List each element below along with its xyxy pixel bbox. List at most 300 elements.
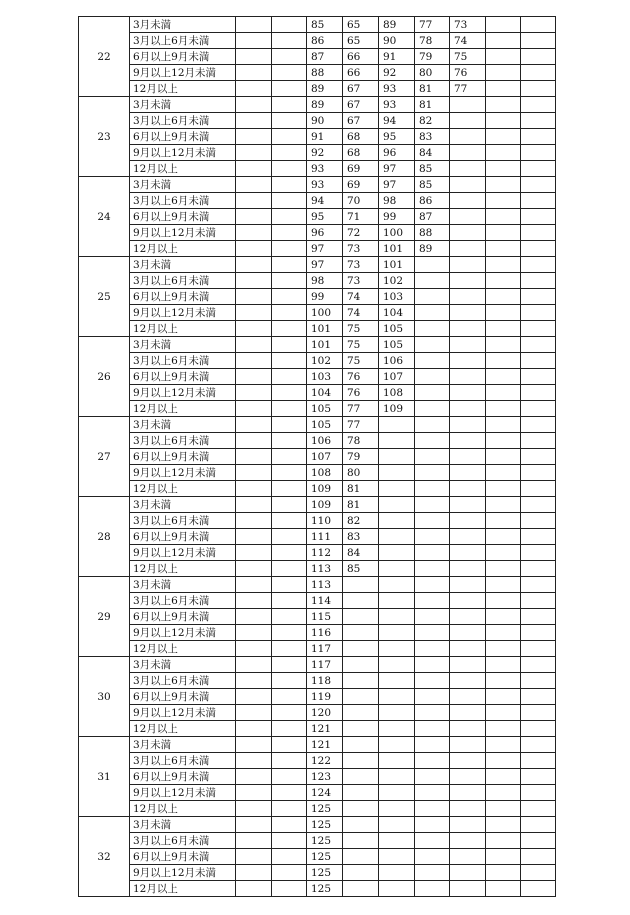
group-label-cell: 24 — [79, 177, 130, 257]
value-cell: 84 — [415, 145, 450, 161]
value-cell — [450, 673, 486, 689]
value-cell — [236, 689, 272, 705]
value-cell — [450, 769, 486, 785]
value-cell — [521, 65, 556, 81]
value-cell — [521, 865, 556, 881]
value-cell — [379, 433, 415, 449]
value-cell: 84 — [343, 545, 379, 561]
value-cell — [272, 17, 307, 33]
value-cell — [450, 737, 486, 753]
value-cell — [521, 801, 556, 817]
value-cell — [236, 145, 272, 161]
value-cell — [379, 737, 415, 753]
value-cell — [415, 545, 450, 561]
period-label-cell: 6月以上9月未満 — [130, 689, 236, 705]
value-cell — [450, 337, 486, 353]
period-label-cell: 3月未満 — [130, 257, 236, 273]
value-cell — [486, 529, 521, 545]
value-cell: 77 — [415, 17, 450, 33]
value-cell — [521, 721, 556, 737]
value-cell: 89 — [307, 81, 343, 97]
table-row — [79, 33, 556, 49]
value-cell — [521, 785, 556, 801]
value-cell — [415, 673, 450, 689]
value-cell — [272, 465, 307, 481]
table-row — [79, 689, 556, 705]
value-cell — [450, 529, 486, 545]
table-row — [79, 209, 556, 225]
value-cell — [450, 593, 486, 609]
period-label-cell: 9月以上12月未満 — [130, 465, 236, 481]
value-cell — [415, 849, 450, 865]
value-cell — [486, 449, 521, 465]
value-cell: 83 — [415, 129, 450, 145]
table-row — [79, 129, 556, 145]
value-cell — [272, 209, 307, 225]
value-cell — [343, 833, 379, 849]
value-cell — [521, 545, 556, 561]
value-cell — [379, 785, 415, 801]
value-cell — [415, 657, 450, 673]
value-cell — [236, 209, 272, 225]
value-cell — [450, 753, 486, 769]
value-cell: 95 — [379, 129, 415, 145]
value-cell — [236, 177, 272, 193]
value-cell: 117 — [307, 641, 343, 657]
value-cell — [272, 449, 307, 465]
value-cell: 99 — [379, 209, 415, 225]
value-cell: 101 — [307, 321, 343, 337]
value-cell — [521, 561, 556, 577]
value-cell — [272, 833, 307, 849]
value-cell — [521, 689, 556, 705]
value-cell — [343, 737, 379, 753]
value-cell: 98 — [379, 193, 415, 209]
period-label-cell: 3月以上6月未満 — [130, 833, 236, 849]
period-label-cell: 12月以上 — [130, 641, 236, 657]
value-cell: 108 — [307, 465, 343, 481]
value-cell: 72 — [343, 225, 379, 241]
value-cell — [236, 129, 272, 145]
value-cell — [236, 801, 272, 817]
table-row — [79, 177, 556, 193]
value-cell: 121 — [307, 721, 343, 737]
table-row — [79, 65, 556, 81]
value-cell — [343, 641, 379, 657]
table-row — [79, 705, 556, 721]
group-label-cell: 30 — [79, 657, 130, 737]
value-cell — [486, 417, 521, 433]
table-row — [79, 113, 556, 129]
value-cell: 123 — [307, 769, 343, 785]
value-cell — [415, 769, 450, 785]
value-cell — [272, 497, 307, 513]
value-cell: 125 — [307, 865, 343, 881]
value-cell: 81 — [343, 481, 379, 497]
value-cell — [521, 161, 556, 177]
value-cell — [343, 801, 379, 817]
value-cell: 90 — [379, 33, 415, 49]
value-cell — [343, 577, 379, 593]
value-cell — [486, 641, 521, 657]
value-cell — [379, 513, 415, 529]
value-cell — [236, 865, 272, 881]
table-row — [79, 49, 556, 65]
value-cell: 88 — [307, 65, 343, 81]
value-cell: 85 — [307, 17, 343, 33]
table-row — [79, 529, 556, 545]
value-cell: 85 — [343, 561, 379, 577]
value-cell — [272, 433, 307, 449]
period-label-cell: 6月以上9月未満 — [130, 129, 236, 145]
value-cell — [415, 353, 450, 369]
period-label-cell: 3月以上6月未満 — [130, 193, 236, 209]
period-label-cell: 12月以上 — [130, 721, 236, 737]
value-cell: 96 — [379, 145, 415, 161]
value-cell — [486, 289, 521, 305]
value-cell — [486, 657, 521, 673]
value-cell: 93 — [307, 177, 343, 193]
period-label-cell: 6月以上9月未満 — [130, 369, 236, 385]
value-cell: 73 — [450, 17, 486, 33]
value-cell — [450, 241, 486, 257]
value-cell — [379, 417, 415, 433]
value-cell: 95 — [307, 209, 343, 225]
value-cell — [343, 609, 379, 625]
value-cell — [415, 641, 450, 657]
value-cell — [415, 801, 450, 817]
value-cell — [415, 881, 450, 897]
value-cell — [486, 241, 521, 257]
value-cell — [486, 769, 521, 785]
value-cell: 104 — [307, 385, 343, 401]
value-cell — [272, 81, 307, 97]
value-cell — [486, 321, 521, 337]
period-label-cell: 12月以上 — [130, 321, 236, 337]
value-cell — [521, 129, 556, 145]
value-cell — [236, 161, 272, 177]
value-cell: 109 — [307, 497, 343, 513]
value-cell — [486, 145, 521, 161]
value-cell — [272, 817, 307, 833]
period-label-cell: 6月以上9月未満 — [130, 49, 236, 65]
value-cell — [272, 865, 307, 881]
value-cell: 92 — [307, 145, 343, 161]
value-cell: 111 — [307, 529, 343, 545]
period-label-cell: 9月以上12月未満 — [130, 625, 236, 641]
value-cell — [486, 609, 521, 625]
value-cell: 94 — [379, 113, 415, 129]
value-cell — [486, 817, 521, 833]
table-row — [79, 353, 556, 369]
value-cell: 121 — [307, 737, 343, 753]
value-cell — [379, 641, 415, 657]
value-cell: 79 — [343, 449, 379, 465]
value-cell — [236, 577, 272, 593]
period-label-cell: 12月以上 — [130, 241, 236, 257]
period-label-cell: 9月以上12月未満 — [130, 225, 236, 241]
group-label-cell: 31 — [79, 737, 130, 817]
table-row — [79, 465, 556, 481]
period-label-cell: 12月以上 — [130, 561, 236, 577]
period-label-cell: 12月以上 — [130, 161, 236, 177]
value-cell — [272, 241, 307, 257]
value-cell: 93 — [379, 81, 415, 97]
value-cell: 113 — [307, 561, 343, 577]
period-label-cell: 3月未満 — [130, 177, 236, 193]
value-cell — [450, 657, 486, 673]
table-row — [79, 305, 556, 321]
value-cell — [379, 769, 415, 785]
period-label-cell: 3月以上6月未満 — [130, 33, 236, 49]
value-cell — [236, 561, 272, 577]
value-cell: 103 — [307, 369, 343, 385]
value-cell — [343, 785, 379, 801]
period-label-cell: 12月以上 — [130, 881, 236, 897]
value-cell — [486, 545, 521, 561]
value-cell: 125 — [307, 833, 343, 849]
value-cell — [486, 833, 521, 849]
table-row — [79, 257, 556, 273]
value-cell: 105 — [379, 337, 415, 353]
value-cell — [236, 833, 272, 849]
value-cell — [521, 641, 556, 657]
value-cell — [521, 385, 556, 401]
value-cell — [272, 97, 307, 113]
value-cell — [521, 881, 556, 897]
value-cell — [379, 657, 415, 673]
value-cell — [415, 337, 450, 353]
table-row — [79, 289, 556, 305]
value-cell: 75 — [450, 49, 486, 65]
period-label-cell: 3月未満 — [130, 17, 236, 33]
value-cell — [236, 401, 272, 417]
table-row — [79, 817, 556, 833]
value-cell — [521, 417, 556, 433]
value-cell — [236, 737, 272, 753]
value-cell — [272, 705, 307, 721]
table-row — [79, 369, 556, 385]
value-cell — [521, 609, 556, 625]
value-cell — [486, 177, 521, 193]
value-cell: 107 — [379, 369, 415, 385]
value-cell — [272, 545, 307, 561]
value-cell — [379, 849, 415, 865]
value-cell: 81 — [343, 497, 379, 513]
value-cell — [521, 273, 556, 289]
value-cell — [236, 305, 272, 321]
period-label-cell: 3月以上6月未満 — [130, 593, 236, 609]
value-cell — [415, 705, 450, 721]
value-cell — [486, 225, 521, 241]
value-cell — [521, 145, 556, 161]
value-cell — [450, 97, 486, 113]
value-cell: 73 — [343, 241, 379, 257]
value-cell — [450, 353, 486, 369]
value-cell — [236, 721, 272, 737]
table-row — [79, 241, 556, 257]
value-cell: 69 — [343, 177, 379, 193]
value-cell — [415, 529, 450, 545]
value-cell — [236, 881, 272, 897]
value-cell — [379, 561, 415, 577]
value-cell — [450, 417, 486, 433]
value-cell — [486, 337, 521, 353]
value-cell: 119 — [307, 689, 343, 705]
table-row — [79, 881, 556, 897]
value-cell: 85 — [415, 161, 450, 177]
table-row — [79, 81, 556, 97]
value-cell: 120 — [307, 705, 343, 721]
value-cell — [521, 193, 556, 209]
value-cell — [521, 593, 556, 609]
value-cell — [343, 673, 379, 689]
value-cell: 88 — [415, 225, 450, 241]
value-cell: 67 — [343, 81, 379, 97]
period-label-cell: 12月以上 — [130, 401, 236, 417]
group-label-cell: 28 — [79, 497, 130, 577]
value-cell: 100 — [307, 305, 343, 321]
value-cell — [379, 673, 415, 689]
value-cell — [236, 353, 272, 369]
value-cell — [236, 81, 272, 97]
value-cell — [450, 497, 486, 513]
value-cell: 113 — [307, 577, 343, 593]
value-cell — [272, 129, 307, 145]
value-cell — [450, 689, 486, 705]
value-cell: 76 — [343, 369, 379, 385]
value-cell: 100 — [379, 225, 415, 241]
period-label-cell: 6月以上9月未満 — [130, 289, 236, 305]
value-cell — [236, 433, 272, 449]
value-cell — [415, 417, 450, 433]
value-cell — [415, 305, 450, 321]
group-label-cell: 26 — [79, 337, 130, 417]
period-label-cell: 3月未満 — [130, 417, 236, 433]
period-label-cell: 3月未満 — [130, 97, 236, 113]
value-cell: 108 — [379, 385, 415, 401]
value-cell — [236, 241, 272, 257]
value-cell — [415, 273, 450, 289]
value-cell — [236, 625, 272, 641]
value-cell — [521, 625, 556, 641]
table-row — [79, 865, 556, 881]
value-cell: 82 — [415, 113, 450, 129]
value-cell — [521, 833, 556, 849]
value-cell — [486, 193, 521, 209]
value-cell — [236, 97, 272, 113]
value-cell — [521, 289, 556, 305]
value-cell — [486, 465, 521, 481]
value-cell: 76 — [450, 65, 486, 81]
value-cell — [450, 321, 486, 337]
table-row — [79, 769, 556, 785]
value-cell: 81 — [415, 97, 450, 113]
table-row — [79, 737, 556, 753]
period-label-cell: 3月以上6月未満 — [130, 753, 236, 769]
value-cell — [450, 721, 486, 737]
value-cell — [272, 385, 307, 401]
value-cell — [236, 705, 272, 721]
value-cell — [486, 161, 521, 177]
value-cell — [236, 65, 272, 81]
value-cell — [521, 401, 556, 417]
value-cell: 94 — [307, 193, 343, 209]
value-cell — [521, 753, 556, 769]
value-cell: 101 — [379, 241, 415, 257]
period-label-cell: 9月以上12月未満 — [130, 65, 236, 81]
value-cell — [236, 769, 272, 785]
value-cell — [415, 865, 450, 881]
value-cell — [486, 705, 521, 721]
value-cell — [521, 705, 556, 721]
value-cell: 125 — [307, 817, 343, 833]
value-cell — [486, 753, 521, 769]
value-cell — [415, 689, 450, 705]
value-cell — [486, 481, 521, 497]
value-cell: 75 — [343, 337, 379, 353]
value-cell — [379, 465, 415, 481]
value-cell — [486, 737, 521, 753]
value-cell — [486, 353, 521, 369]
value-cell — [450, 545, 486, 561]
value-cell — [379, 833, 415, 849]
value-cell — [486, 385, 521, 401]
value-cell: 117 — [307, 657, 343, 673]
value-cell — [272, 305, 307, 321]
value-cell — [486, 625, 521, 641]
value-cell — [415, 817, 450, 833]
value-cell — [379, 593, 415, 609]
table-row — [79, 273, 556, 289]
value-cell: 105 — [307, 401, 343, 417]
value-cell — [450, 849, 486, 865]
period-label-cell: 9月以上12月未満 — [130, 305, 236, 321]
value-cell — [521, 113, 556, 129]
value-cell: 65 — [343, 17, 379, 33]
period-label-cell: 12月以上 — [130, 801, 236, 817]
period-label-cell: 3月未満 — [130, 497, 236, 513]
value-cell — [450, 641, 486, 657]
value-cell — [343, 721, 379, 737]
value-cell — [272, 881, 307, 897]
value-cell: 125 — [307, 849, 343, 865]
value-cell — [486, 401, 521, 417]
value-cell — [379, 625, 415, 641]
value-cell — [486, 785, 521, 801]
table-row — [79, 801, 556, 817]
value-cell — [486, 273, 521, 289]
table-row — [79, 513, 556, 529]
value-cell — [236, 17, 272, 33]
value-cell — [450, 145, 486, 161]
table-row — [79, 161, 556, 177]
value-cell — [272, 737, 307, 753]
table-row — [79, 577, 556, 593]
period-label-cell: 3月未満 — [130, 737, 236, 753]
table-row — [79, 497, 556, 513]
value-cell: 103 — [379, 289, 415, 305]
value-cell: 105 — [379, 321, 415, 337]
value-cell — [379, 801, 415, 817]
value-cell: 122 — [307, 753, 343, 769]
value-cell — [521, 513, 556, 529]
value-cell — [521, 497, 556, 513]
value-cell — [272, 577, 307, 593]
value-cell — [343, 593, 379, 609]
value-cell — [450, 817, 486, 833]
table-row — [79, 657, 556, 673]
